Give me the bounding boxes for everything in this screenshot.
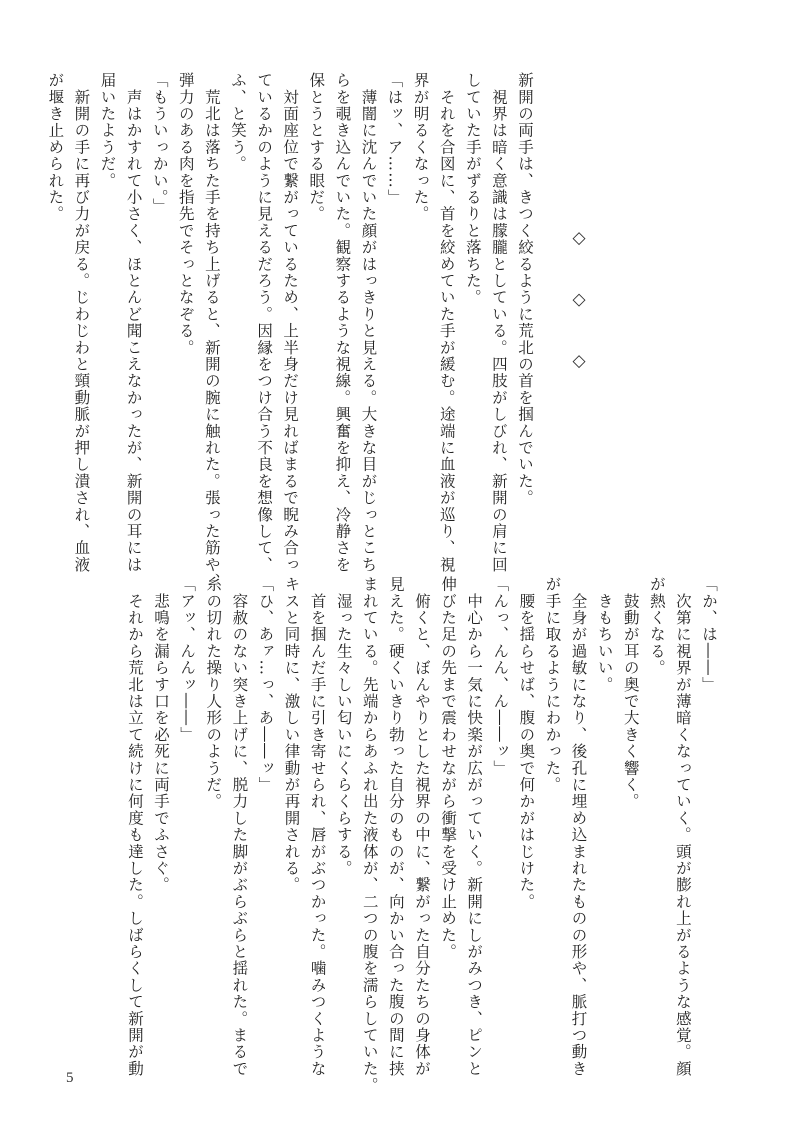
text-line: まれている。先端からあふれ出た液体が、二つの腹を濡らしていた。 bbox=[360, 576, 379, 1094]
text-line: 腰を揺らせば、腹の奥で何かがはじけた。 bbox=[517, 576, 536, 910]
text-line: ふ、と笑う。 bbox=[228, 72, 247, 173]
text-line: 対面座位で繋がっているため、上半身だけ見ればまるで睨み合っ bbox=[281, 72, 300, 573]
scene-break-ornament: ◇ ◇ ◇ bbox=[569, 228, 589, 389]
text-line: 悲鳴を漏らす口を必死に両手でふさぐ。 bbox=[152, 576, 171, 894]
text-line: 弾力のある肉を指先でそっとなぞる。 bbox=[176, 72, 195, 356]
text-line: 視界は暗く意識は朦朧としている。四肢がしびれ、新開の肩に回 bbox=[489, 72, 508, 573]
text-line: 界が明るくなった。 bbox=[411, 72, 430, 223]
text-line: 声はかすれて小さく、ほとんど聞こえなかったが、新開の耳には bbox=[124, 72, 143, 573]
text-line: それから荒北は立て続けに何度も達した。しばらくして新開が動 bbox=[125, 576, 144, 1077]
upper-text-column bbox=[46, 72, 592, 590]
text-line: 「アッ、んんッ――」 bbox=[178, 576, 197, 743]
text-line: 「か、は――」 bbox=[700, 576, 718, 693]
text-line: 荒北は落ちた手を持ち上げると、新開の腕に触れた。張った筋や、 bbox=[202, 72, 221, 590]
text-line: 鼓動が耳の奥で大きく響く。 bbox=[621, 576, 640, 810]
text-line: 「もういっかい。」 bbox=[150, 72, 169, 215]
text-line: が手に取るようにわかった。 bbox=[543, 576, 562, 794]
text-line: 次第に視界が薄暗くなっていく。頭が膨れ上がるような感覚。顔 bbox=[673, 576, 692, 1077]
text-line: 首を掴んだ手に引き寄せられ、唇がぶつかった。噛みつくような bbox=[308, 576, 327, 1077]
text-line: 糸の切れた操り人形のようだ。 bbox=[204, 576, 223, 810]
text-line: が堰き止められた。 bbox=[46, 72, 65, 223]
text-line: ているかのように見えるだろう。因縁をつけ合う不良を想像して、 bbox=[255, 72, 274, 573]
text-line: 容赦のない突き上げに、脱力した脚がぶらぶらと揺れた。まるで bbox=[230, 576, 249, 1077]
text-line: 「ひ、あァ…っ、あ――ッ」 bbox=[256, 576, 275, 794]
text-line: それを合図に、首を絞めていた手が緩む。途端に血液が巡り、視 bbox=[437, 72, 456, 573]
text-line: 伸びた足の先まで震わせながら衝撃を受け止めた。 bbox=[439, 576, 458, 961]
text-line: 全身が過敏になり、後孔に埋め込まれたものの形や、脈打つ動き bbox=[569, 576, 588, 1077]
text-line: していた手がずるりと落ちた。 bbox=[463, 72, 482, 306]
text-line: 「はッ、ア……」 bbox=[385, 72, 404, 206]
lower-text-column bbox=[100, 576, 722, 1094]
text-line: 届いたようだ。 bbox=[98, 72, 117, 189]
text-line: らを覗き込んでいた。観察するような視線。興奮を抑え、冷静さを bbox=[333, 72, 352, 573]
text-line: 「んっ、んん、ん――ッ」 bbox=[491, 576, 510, 777]
text-line: 新開の手に再び力が戻る。じわじわと頸動脈が押し潰され、血液 bbox=[72, 72, 91, 573]
page-number: 5 bbox=[66, 1070, 74, 1086]
text-line: 湿った生々しい匂いにくらくらする。 bbox=[334, 576, 353, 877]
text-line: 薄闇に沈んでいた顔がはっきりと見える。大きな目がじっとこち bbox=[359, 72, 378, 573]
text-line: 保とうとする眼だ。 bbox=[307, 72, 326, 223]
text-line: が熱くなる。 bbox=[647, 576, 666, 677]
text-line: 新開の両手は、きつく絞るように荒北の首を掴んでいた。 bbox=[516, 72, 534, 507]
text-line: キスと同時に、激しい律動が再開される。 bbox=[282, 576, 301, 894]
text-line: 見えた。硬くいきり勃った自分のものが、向かい合った腹の間に挟 bbox=[386, 576, 405, 1077]
text-line: きもちいい。 bbox=[595, 576, 614, 693]
text-line: 中心から一気に快楽が広がっていく。新開にしがみつき、ピンと bbox=[465, 576, 484, 1077]
text-line: 俯くと、ぼんやりとした視界の中に、繋がった自分たちの身体が bbox=[412, 576, 431, 1077]
